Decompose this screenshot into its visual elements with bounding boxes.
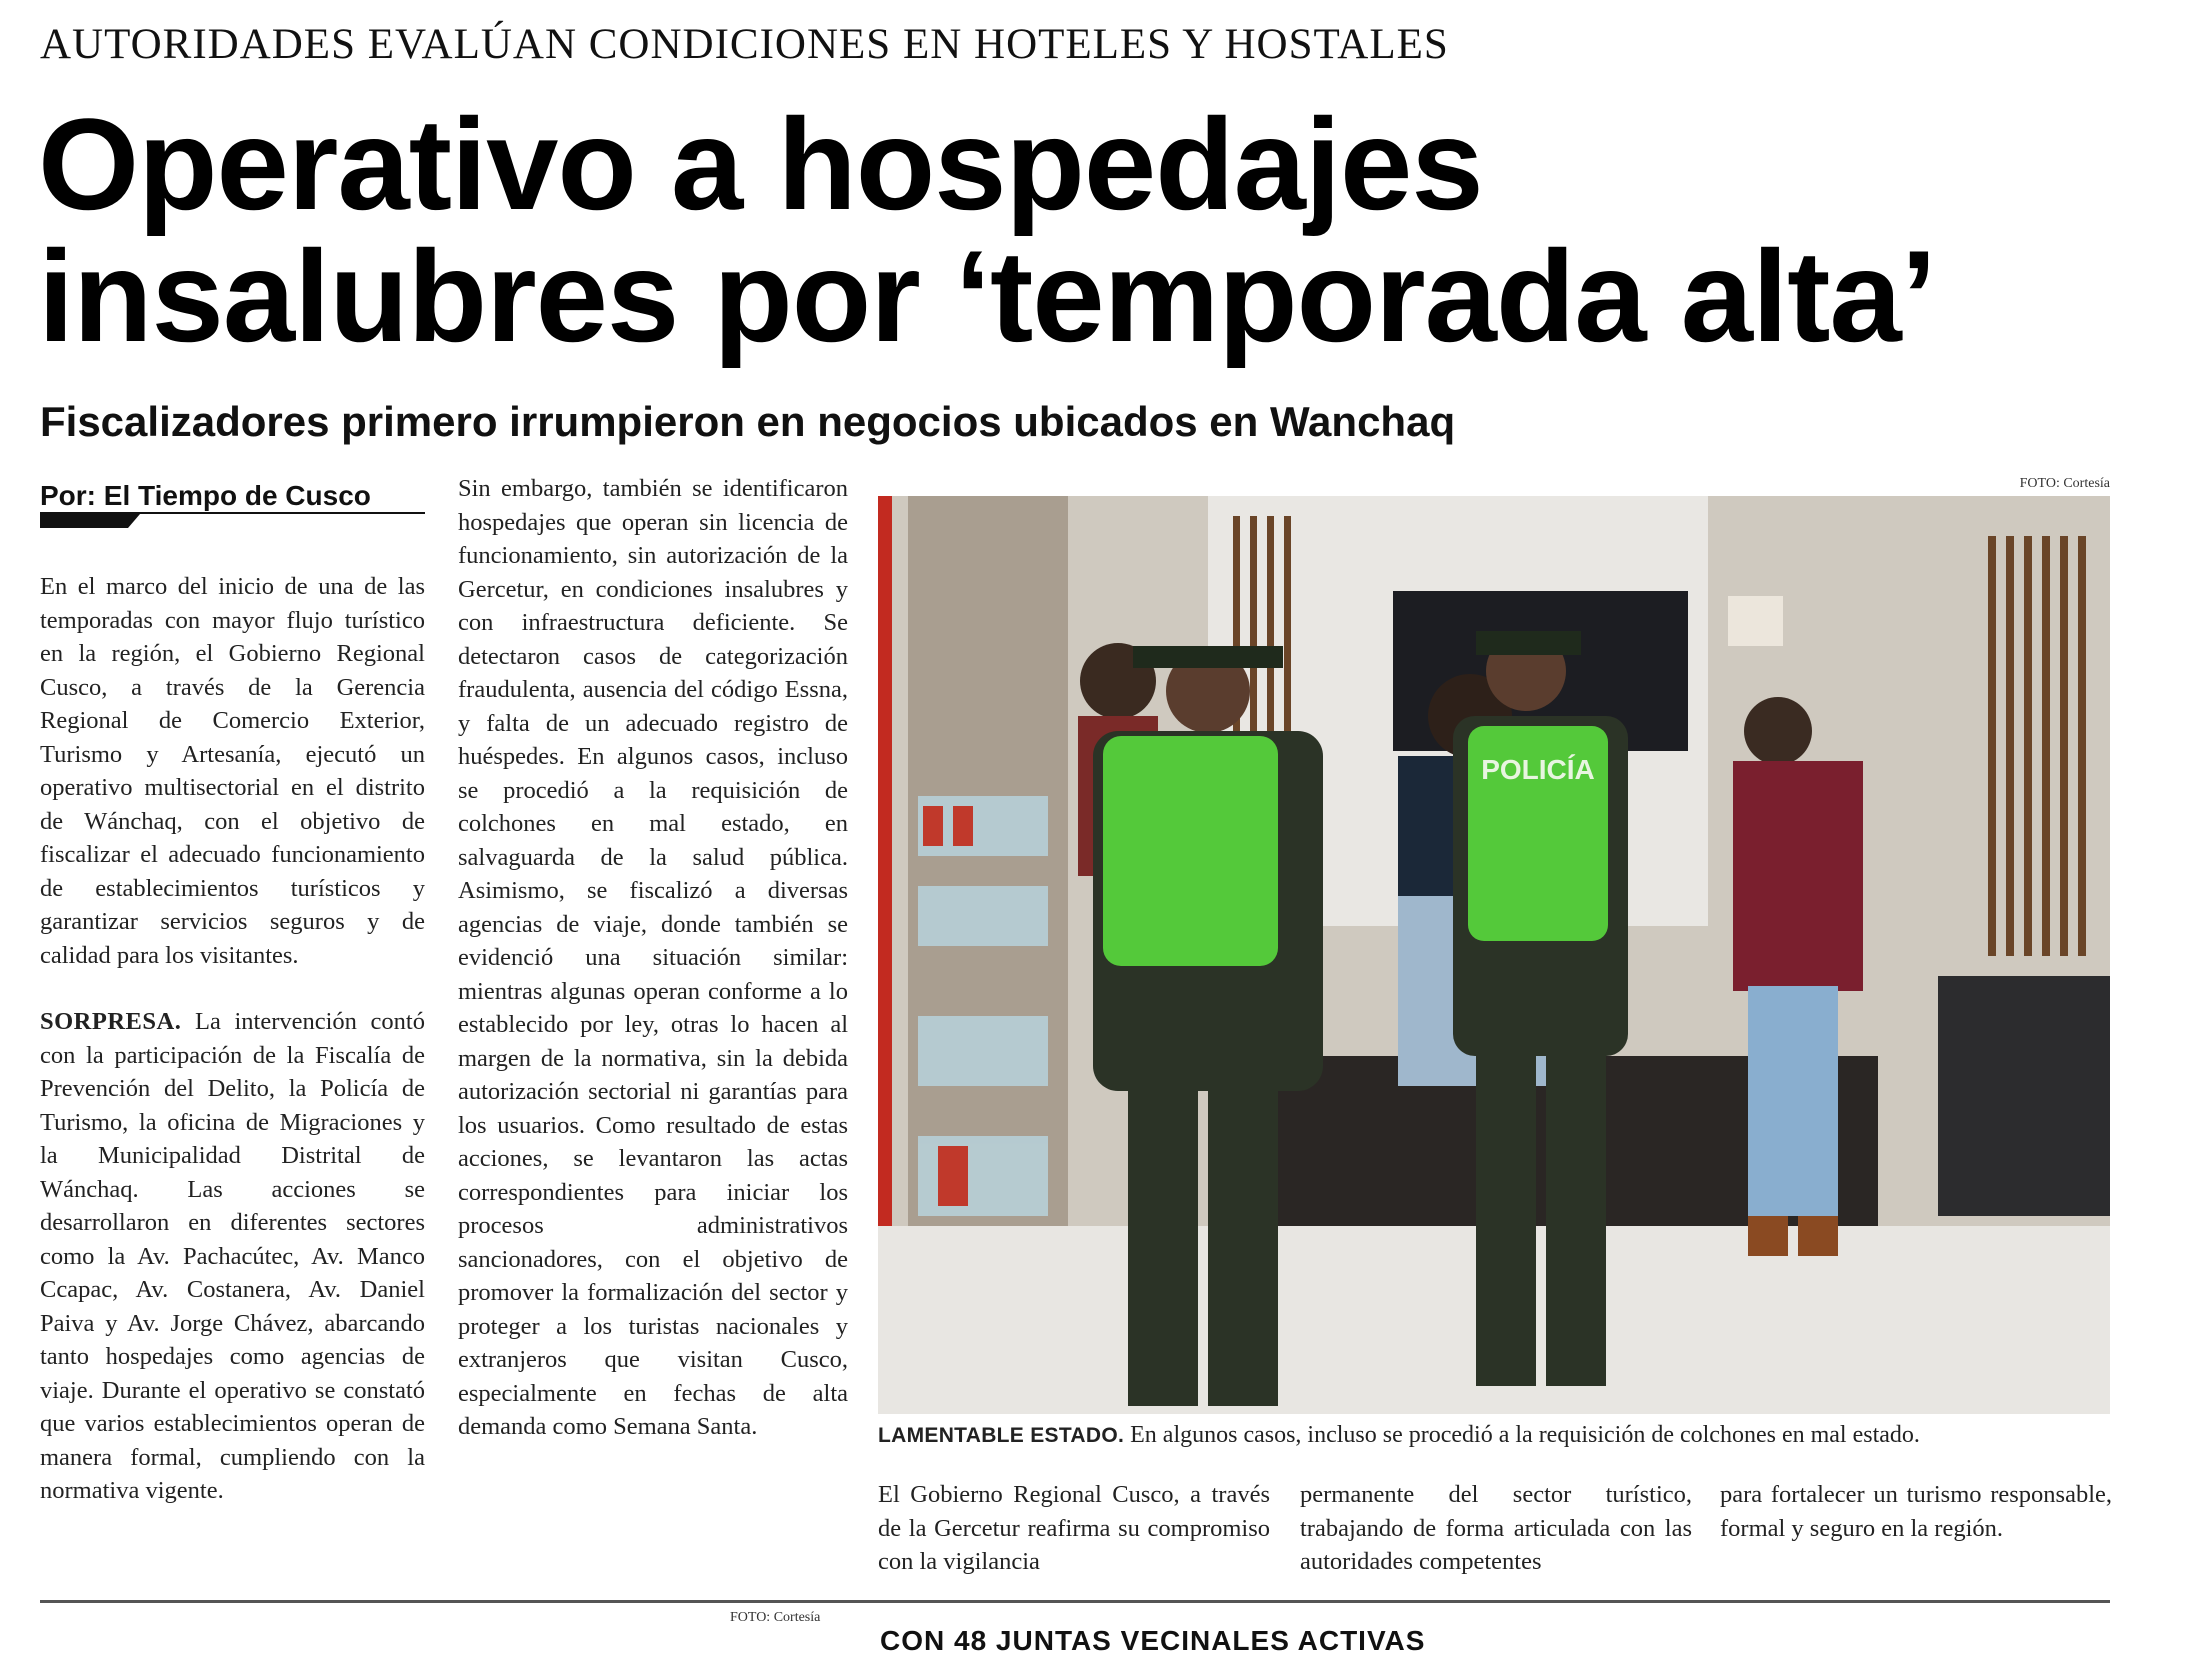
headline xyxy=(38,91,1936,369)
byline: Por: El Tiempo de Cusco xyxy=(40,480,371,511)
body-column-1 xyxy=(40,570,425,1508)
next-photo-credit: FOTO: Cortesía xyxy=(730,1610,821,1625)
vest-label: POLICÍA xyxy=(1481,754,1595,785)
photo-credit: FOTO: Cortesía xyxy=(2019,476,2110,491)
kicker: AUTORIDADES EVALÚAN CONDICIONES EN HOTELES Y HOSTALES xyxy=(40,21,1449,68)
byline-tab xyxy=(40,514,140,528)
headline-line-2: insalubres por ‘temporada alta’ xyxy=(38,223,1936,369)
section-divider xyxy=(40,1600,2110,1603)
photo-illustration xyxy=(878,496,2110,1414)
paragraph-2-text: La intervención contó con la participación de la Fiscalía de Prevención del Delito, la Policía de Turismo, la oficina de Migraciones y la Municipalidad Distrital de Wánchaq. Las acciones se desarrollaron en diferentes sectores como la Av. Pachacútec, Av. Manco Ccapac, Av. Costanera, Av. Daniel Paiva y Av. Jorge Chávez, abarcando tanto hospedajes como agencias de viaje. Durante el operativo se constató que varios establecimientos operan de manera formal, cumpliendo con la normativa vigente. xyxy=(40,1008,425,1504)
photo-caption xyxy=(878,1422,2110,1449)
next-article-headline: CON 48 JUNTAS VECINALES ACTIVAS xyxy=(880,1625,1426,1656)
caption-lead: LAMENTABLE ESTADO. xyxy=(878,1424,1125,1447)
paragraph-3: Sin embargo, también se identificaron hospedajes que operan sin licencia de funcionamiento, sin autorización de la Gercetur, en condiciones insalubres y con infraestructura deficiente. Se detectaron casos de categorización fraudulenta, ausencia del código Essna, y falta de un adecuado registro de huéspedes. En algunos casos, incluso se procedió a la requisición de colchones en mal estado, en salvaguarda de la salud pública. Asimismo, se fiscalizó a diversas agencias de viaje, donde también se evidenció una situación similar: mientras algunas operan conforme a lo establecido por ley, otras lo hacen al margen de la normativa, sin la debida autorización sectorial ni garantías para los usuarios. Como resultado de estas acciones, se levantaron las actas correspondientes para iniciar los procesos administrativos sancionadores, con el objetivo de promover la formalización del sector y proteger a los turistas nacionales y extranjeros que visitan Cusco, especialmente en fechas de alta demanda como Semana Santa. xyxy=(458,475,848,1440)
subheadline: Fiscalizadores primero irrumpieron en negocios ubicados en Wanchaq xyxy=(40,398,1456,445)
paragraph-1: En el marco del inicio de una de las temporadas con mayor flujo turístico en la región, el Gobierno Regional Cusco, a través de la Gerencia Regional de Comercio Exterior, Turismo y Artesanía, ejecutó un operativo multisectorial en el distrito de Wánchaq, con el objetivo de fiscalizar el adecuado funcionamiento de establecimientos turísticos y garantizar servicios seguros y de calidad para los visitantes. xyxy=(40,573,425,969)
bottom-column-3: para fortalecer un turismo responsable, formal y seguro en la región. xyxy=(1720,1481,2112,1542)
body-column-2 xyxy=(458,472,848,1444)
bottom-column-2: permanente del sector turístico, trabajando de forma articulada con las autoridades competentes xyxy=(1300,1481,1692,1575)
bottom-column-1: El Gobierno Regional Cusco, a través de la Gercetur reafirma su compromiso con la vigilancia xyxy=(878,1481,1270,1575)
headline-line-1: Operativo a hospedajes xyxy=(38,91,1483,237)
article-photo xyxy=(878,496,2110,1414)
paragraph-2 xyxy=(40,1005,425,1508)
byline-rule xyxy=(40,512,425,514)
paragraph-lead-sorpresa: SORPRESA. xyxy=(40,1008,182,1035)
caption-text: En algunos casos, incluso se procedió a la requisición de colchones en mal estado. xyxy=(1130,1422,1920,1448)
